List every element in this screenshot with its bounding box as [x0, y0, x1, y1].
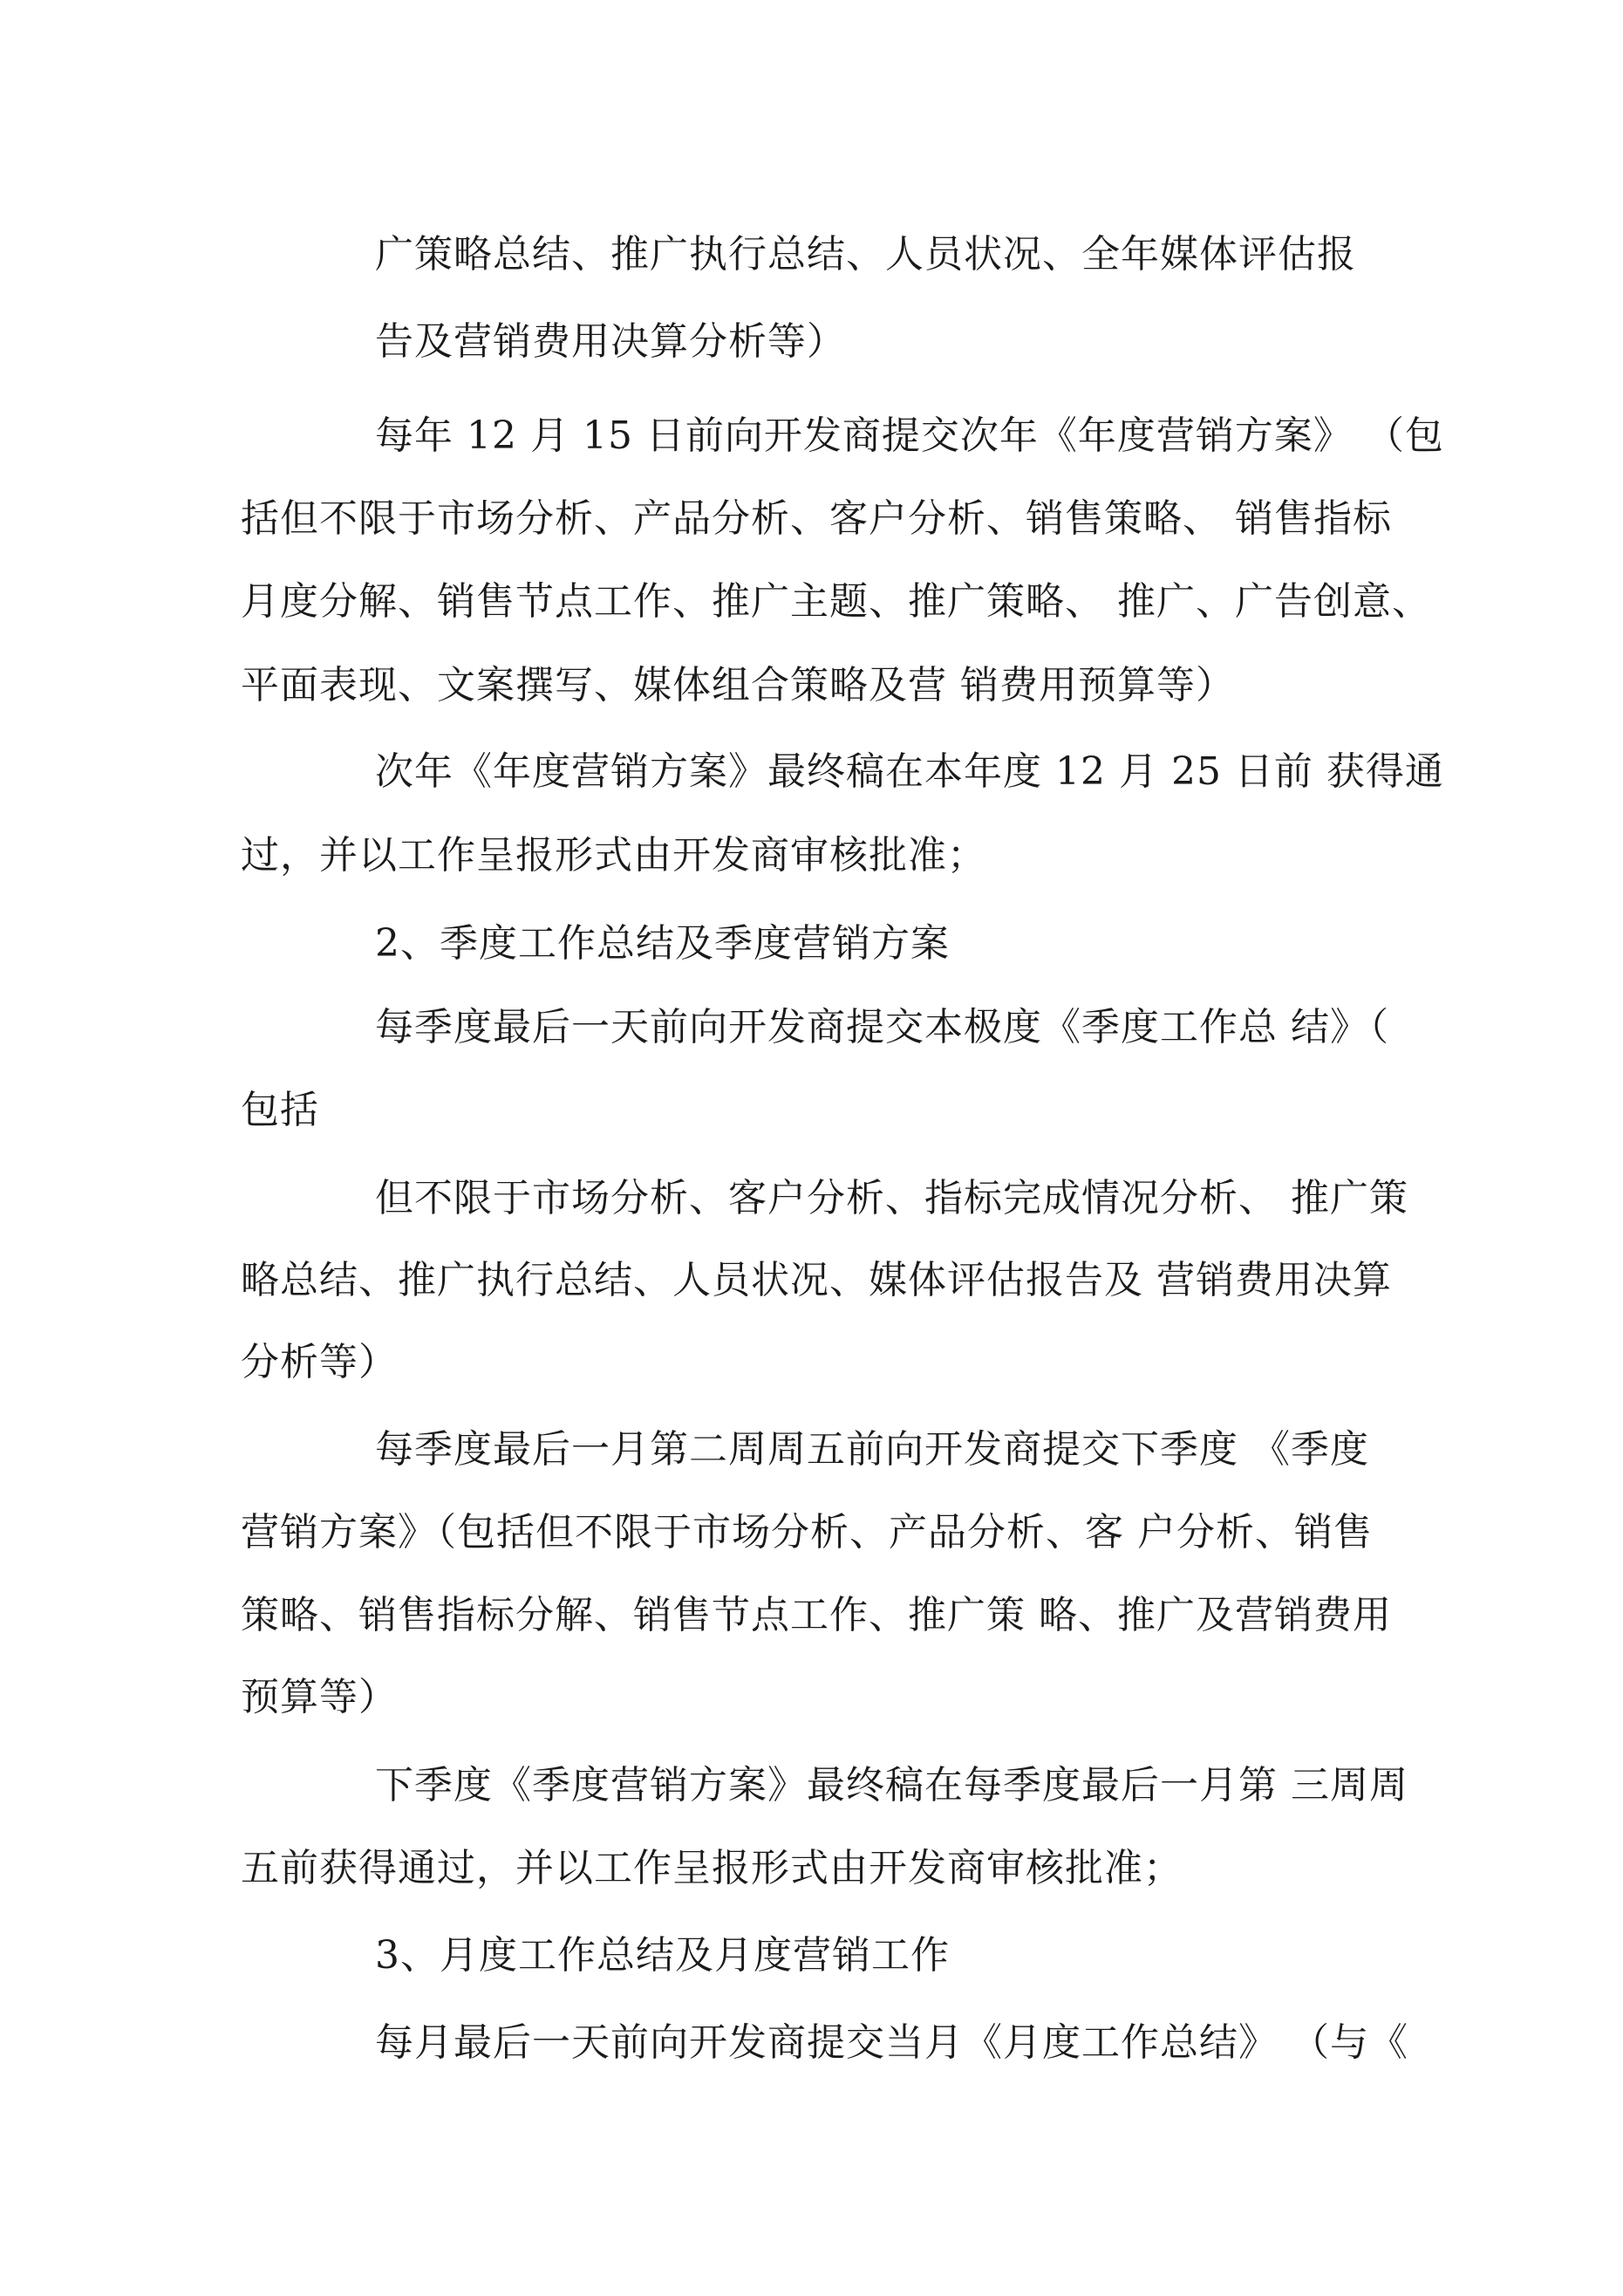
text-line: 月度分解、销售节点工作、推广主题、推广策略、 推广、广告创意、 — [241, 579, 1431, 624]
text-line: 但不限于市场分析、客户分析、指标完成情况分析、 推广策 — [375, 1176, 1408, 1220]
text-line: 每季度最后一月第二周周五前向开发商提交下季度 《季度 — [375, 1427, 1369, 1472]
text-line: 每月最后一天前向开发商提交当月《月度工作总结》 （与《 — [375, 2020, 1408, 2065]
text-line: 每季度最后一天前向开发商提交本极度《季度工作总 结》（ — [375, 1005, 1389, 1049]
text-line: 策略、销售指标分解、销售节点工作、推广策 略、推广及营销费用 — [241, 1593, 1392, 1637]
text-line: 分析等） — [241, 1340, 398, 1384]
text-line: 略总结、推广执行总结、人员状况、媒体评估报告及 营销费用决算 — [241, 1258, 1392, 1302]
text-line: 营销方案》（包括但不限于市场分析、产品分析、客 户分析、销售 — [241, 1510, 1373, 1555]
text-line: 次年《年度营销方案》最终稿在本年度 12 月 25 日前 获得通 — [375, 749, 1444, 794]
section-heading: 3、月度工作总结及月度营销工作 — [375, 1933, 950, 1978]
text-line: 包括 — [241, 1088, 319, 1132]
text-line: 广策略总结、推广执行总结、人员状况、全年媒体评估报 — [375, 232, 1356, 277]
text-line: 括但不限于市场分析、产品分析、客户分析、销售策略、 销售指标 — [241, 496, 1392, 541]
text-line: 五前获得通过，并以工作呈报形式由开发商审核批准； — [241, 1846, 1183, 1890]
text-line: 每年 12 月 15 日前向开发商提交次年《年度营销方案》 （包 — [375, 413, 1444, 458]
text-line: 过，并以工作呈报形式由开发商审核批准； — [241, 833, 986, 878]
text-line: 预算等） — [241, 1675, 398, 1719]
text-line: 下季度《季度营销方案》最终稿在每季度最后一月第 三周周 — [375, 1763, 1408, 1807]
text-line: 平面表现、文案撰写、媒体组合策略及营 销费用预算等） — [241, 663, 1235, 707]
text-line: 告及营销费用决算分析等） — [375, 319, 846, 364]
section-heading: 2、季度工作总结及季度营销方案 — [375, 921, 950, 966]
